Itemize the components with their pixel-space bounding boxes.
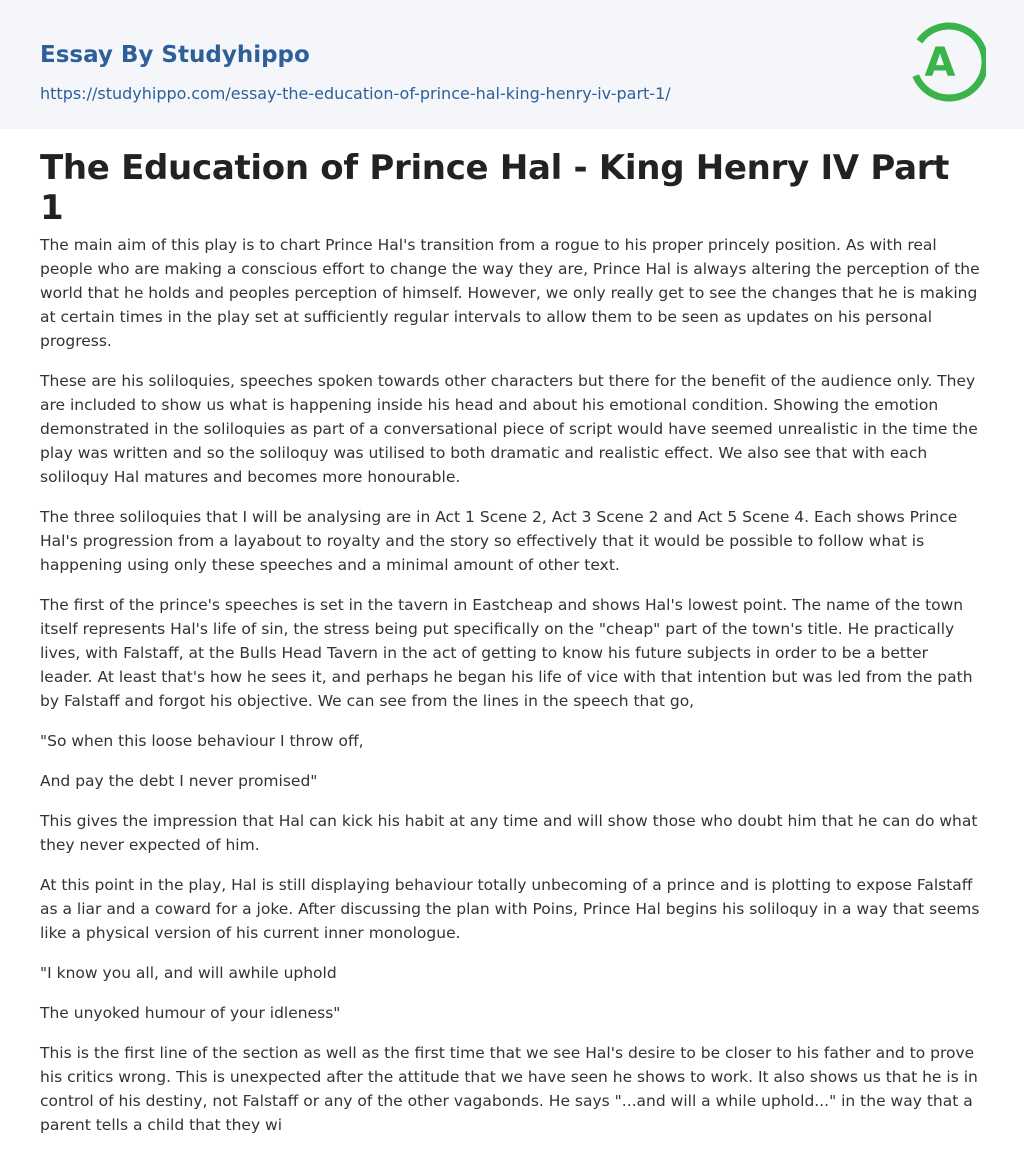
studyhippo-logo-icon[interactable]	[912, 20, 986, 106]
paragraph: At this point in the play, Hal is still displaying behaviour totally unbecoming of a prince and is plotting to expose Falstaff as a liar and a coward for a joke. After discussing the plan with Poins, Prince Hal begins his soliloquy in a way that seems like a physical version of his current inner monologue.	[40, 876, 980, 942]
page-url-link[interactable]: https://studyhippo.com/essay-the-education-of-prince-hal-king-henry-iv-part-1/	[40, 84, 671, 103]
paragraph: This is the first line of the section as well as the first time that we see Hal's desire to be closer to his father and to prove his critics wrong. This is unexpected after the attitude that we have seen he shows to work. It also shows us that he is in control of his destiny, not Falstaff or any of the other vagabonds. He says "...and will a while uphold..." in the way that a parent tells a child that they wi	[40, 1044, 978, 1134]
paragraph: The main aim of this play is to chart Prince Hal's transition from a rogue to his proper princely position. As with real people who are making a conscious effort to change the way they are, Prince Hal is always altering the perception of the world that he holds and peoples perception of himself. However, we only really get to see the changes that he is making at certain times in the play set at sufficiently regular intervals to allow them to be seen as updates on his personal progress.	[40, 236, 980, 350]
paragraph: These are his soliloquies, speeches spoken towards other characters but there for the benefit of the audience only. They are included to show us what is happening inside his head and about his emotional condition. Showing the emotion demonstrated in the soliloquies as part of a conversational piece of script would have seemed unrealistic in the time the play was written and so the soliloquy was utilised to both dramatic and realistic effect. We also see that with each soliloquy Hal matures and becomes more honourable.	[40, 372, 978, 486]
logo-letter: A	[924, 40, 956, 86]
article-container	[0, 129, 1024, 1137]
quote-line: "I know you all, and will awhile uphold	[40, 964, 337, 982]
paragraph: This gives the impression that Hal can kick his habit at any time and will show those who doubt him that he can do what they never expected of him.	[40, 812, 978, 854]
site-brand[interactable]: Essay By Studyhippo	[40, 42, 310, 68]
paragraph: The first of the prince's speeches is set in the tavern in Eastcheap and shows Hal's lowest point. The name of the town itself represents Hal's life of sin, the stress being put specifically on the "cheap" part of the town's title. He practically lives, with Falstaff, at the Bulls Head Tavern in the act of getting to know his future subjects in order to be a better leader. At least that's how he sees it, and perhaps he began his life of vice with that intention but was led from the path by Falstaff and forgot his objective. We can see from the lines in the speech that go,	[40, 596, 973, 710]
page-title: The Education of Prince Hal - King Henry IV Part 1	[40, 148, 950, 228]
quote-line: The unyoked humour of your idleness"	[40, 1004, 341, 1022]
quote-line: "So when this loose behaviour I throw off,	[40, 732, 364, 750]
quote-line: And pay the debt I never promised"	[40, 772, 318, 790]
site-header	[0, 0, 1024, 129]
article-body	[40, 228, 984, 1137]
paragraph: The three soliloquies that I will be analysing are in Act 1 Scene 2, Act 3 Scene 2 and Act 5 Scene 4. Each shows Prince Hal's progression from a layabout to royalty and the story so effectively that it would be possible to follow what is happening using only these speeches and a minimal amount of other text.	[40, 508, 958, 574]
